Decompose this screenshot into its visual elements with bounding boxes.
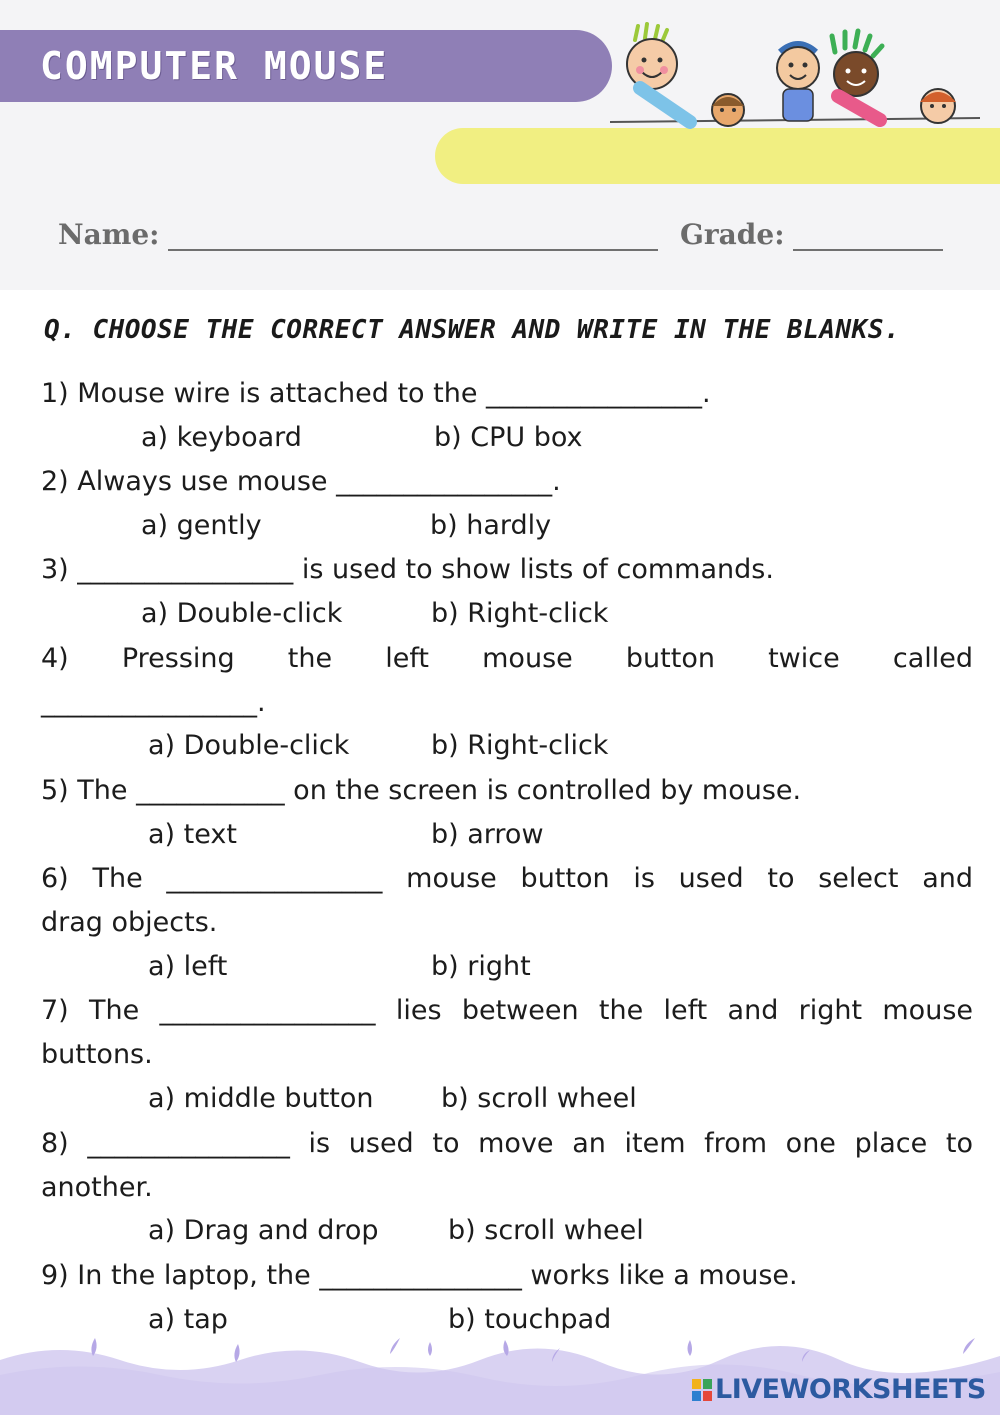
question-6-text: 6) The ________________ mouse button is used to select and xyxy=(41,863,973,894)
question-3-option-a[interactable]: a) Double-click xyxy=(141,598,343,629)
kid-5-figure xyxy=(920,89,956,123)
kid-1-figure xyxy=(627,24,690,122)
grade-label: Grade: xyxy=(680,218,785,251)
kid-3-figure xyxy=(777,44,819,121)
name-field[interactable] xyxy=(168,249,658,251)
question-6-option-a[interactable]: a) left xyxy=(148,951,228,982)
brand-text: LIVEWORKSHEETS xyxy=(715,1374,986,1405)
question-4-option-a[interactable]: a) Double-click xyxy=(148,730,350,761)
question-7-option-b[interactable]: b) scroll wheel xyxy=(441,1083,637,1114)
instruction-heading: Q. CHOOSE THE CORRECT ANSWER AND WRITE IN THE BLANKS. xyxy=(44,315,901,345)
question-7-text: 7) The ________________ lies between the left and right mouse xyxy=(41,995,973,1026)
liveworksheets-brand[interactable] xyxy=(692,1374,986,1405)
question-5-option-a[interactable]: a) text xyxy=(148,819,237,850)
name-label: Name: xyxy=(58,218,160,251)
grade-field[interactable] xyxy=(793,249,943,251)
question-5-text: 5) The ___________ on the screen is controlled by mouse. xyxy=(41,775,802,806)
kids-illustration xyxy=(600,22,990,132)
question-8-option-a[interactable]: a) Drag and drop xyxy=(148,1215,379,1246)
question-9-text: 9) In the laptop, the _______________ works like a mouse. xyxy=(41,1260,798,1291)
question-2-option-a[interactable]: a) gently xyxy=(141,510,262,541)
question-1-option-b[interactable]: b) CPU box xyxy=(434,422,583,453)
question-5-option-b[interactable]: b) arrow xyxy=(431,819,544,850)
question-7-option-a[interactable]: a) middle button xyxy=(148,1083,374,1114)
worksheet-title: COMPUTER MOUSE xyxy=(40,44,389,88)
question-2-option-b[interactable]: b) hardly xyxy=(430,510,552,541)
question-1-option-a[interactable]: a) keyboard xyxy=(141,422,302,453)
question-4-option-b[interactable]: b) Right-click xyxy=(431,730,609,761)
kid-2-figure xyxy=(712,94,744,126)
decorative-yellow-bar xyxy=(435,128,1000,184)
question-9-option-a[interactable]: a) tap xyxy=(148,1304,228,1335)
question-1-text: 1) Mouse wire is attached to the ________________. xyxy=(41,378,711,409)
kid-4-figure xyxy=(832,31,882,120)
liveworksheets-logo-icon xyxy=(692,1379,712,1401)
question-8-option-b[interactable]: b) scroll wheel xyxy=(448,1215,644,1246)
question-6-option-b[interactable]: b) right xyxy=(431,951,531,982)
question-6-text-continued: drag objects. xyxy=(41,907,218,938)
question-2-text: 2) Always use mouse ________________. xyxy=(41,466,561,497)
question-9-option-b[interactable]: b) touchpad xyxy=(448,1304,612,1335)
question-3-text: 3) ________________ is used to show lists of commands. xyxy=(41,554,774,585)
question-4-text: 4) Pressing the left mouse button twice called xyxy=(41,643,973,674)
question-8-text: 8) _______________ is used to move an item from one place to xyxy=(41,1128,973,1159)
question-4-text-continued: ________________. xyxy=(41,687,266,718)
question-8-text-continued: another. xyxy=(41,1172,153,1203)
question-7-text-continued: buttons. xyxy=(41,1039,153,1070)
question-3-option-b[interactable]: b) Right-click xyxy=(431,598,609,629)
